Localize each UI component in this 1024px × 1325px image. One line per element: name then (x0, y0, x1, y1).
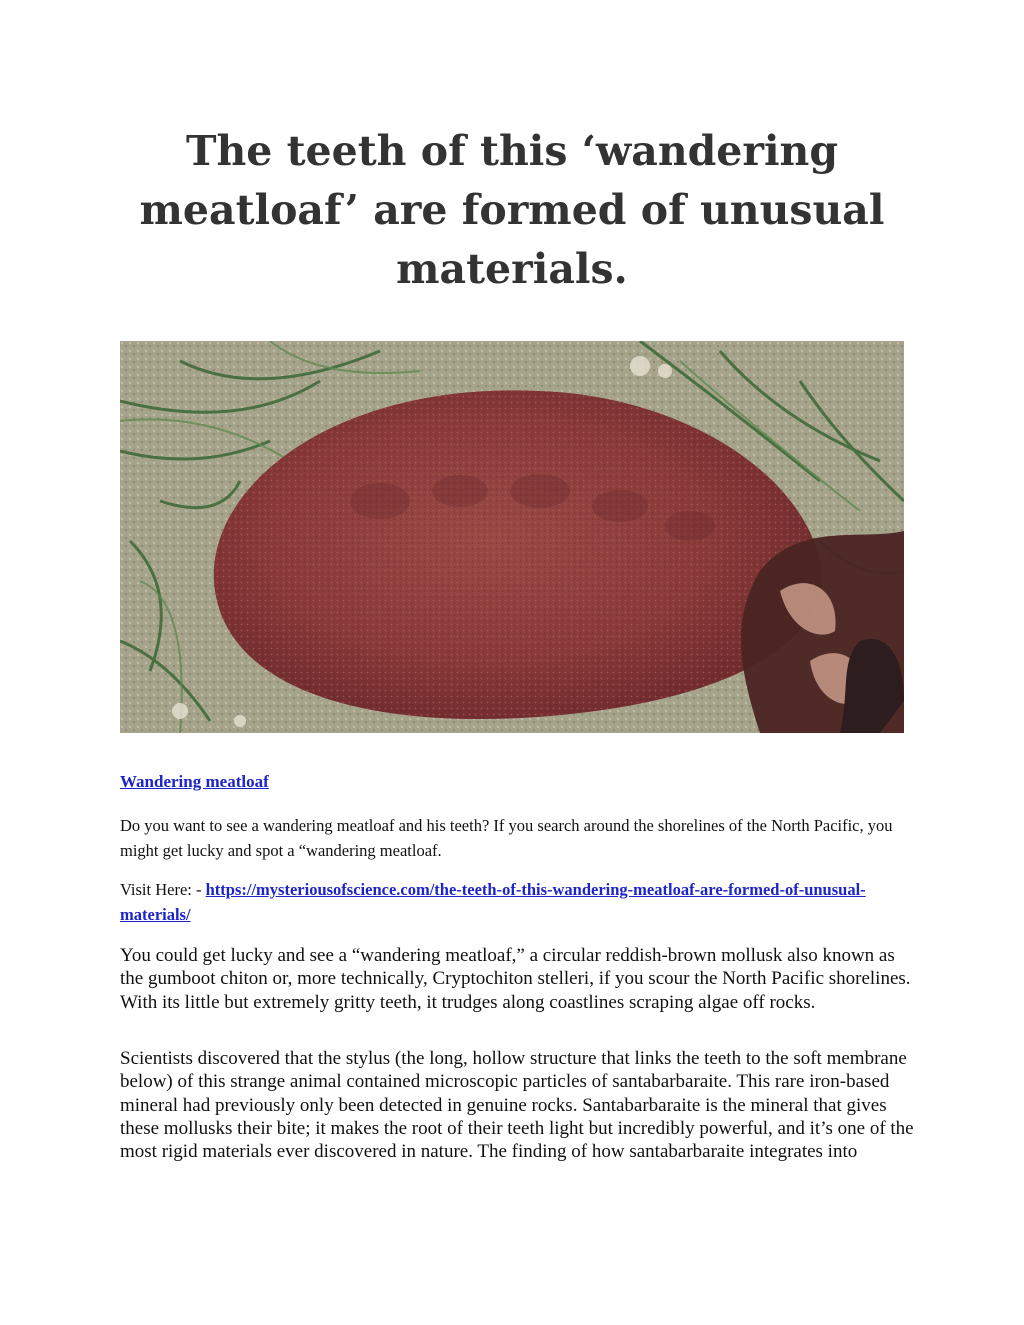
chiton-photo (120, 341, 904, 733)
body-paragraph-1: You could get lucky and see a “wandering meatloaf,” a circular reddish-brown mollusk also known as the gumboot chiton or, more technically, Cryptochiton stelleri, if you scour the North Pacific shorelines. With its little but extremely gritty teeth, it trudges along coastlines scraping algae off rocks. (120, 945, 911, 1013)
visit-line (120, 877, 910, 927)
source-url-link[interactable]: https://mysteriousofscience.com/the-teeth-of-this-wandering-meatloaf-are-formed-of-unusual-materials/ (120, 880, 866, 924)
visit-label: Visit Here: - (120, 880, 206, 899)
article-title: The teeth of this ‘wandering meatloaf’ are formed of unusual materials. (139, 127, 885, 293)
body-paragraph-2: Scientists discovered that the stylus (the long, hollow structure that links the teeth to the soft membrane below) of this strange animal contained microscopic particles of santabarbaraite. This rare iron-based mineral had previously only been detected in genuine rocks. Santabarbaraite is the mineral that gives these mollusks their bite; it makes the root of their teeth light but incredibly powerful, and it’s one of the most rigid materials ever discovered in nature. The finding of how santabarbaraite integrates into (120, 1048, 914, 1163)
intro-paragraph: Do you want to see a wandering meatloaf and his teeth? If you search around the shorelines of the North Pacific, you might get lucky and spot a “wandering meatloaf. (120, 816, 893, 860)
wandering-meatloaf-link[interactable]: Wandering meatloaf (120, 772, 269, 791)
